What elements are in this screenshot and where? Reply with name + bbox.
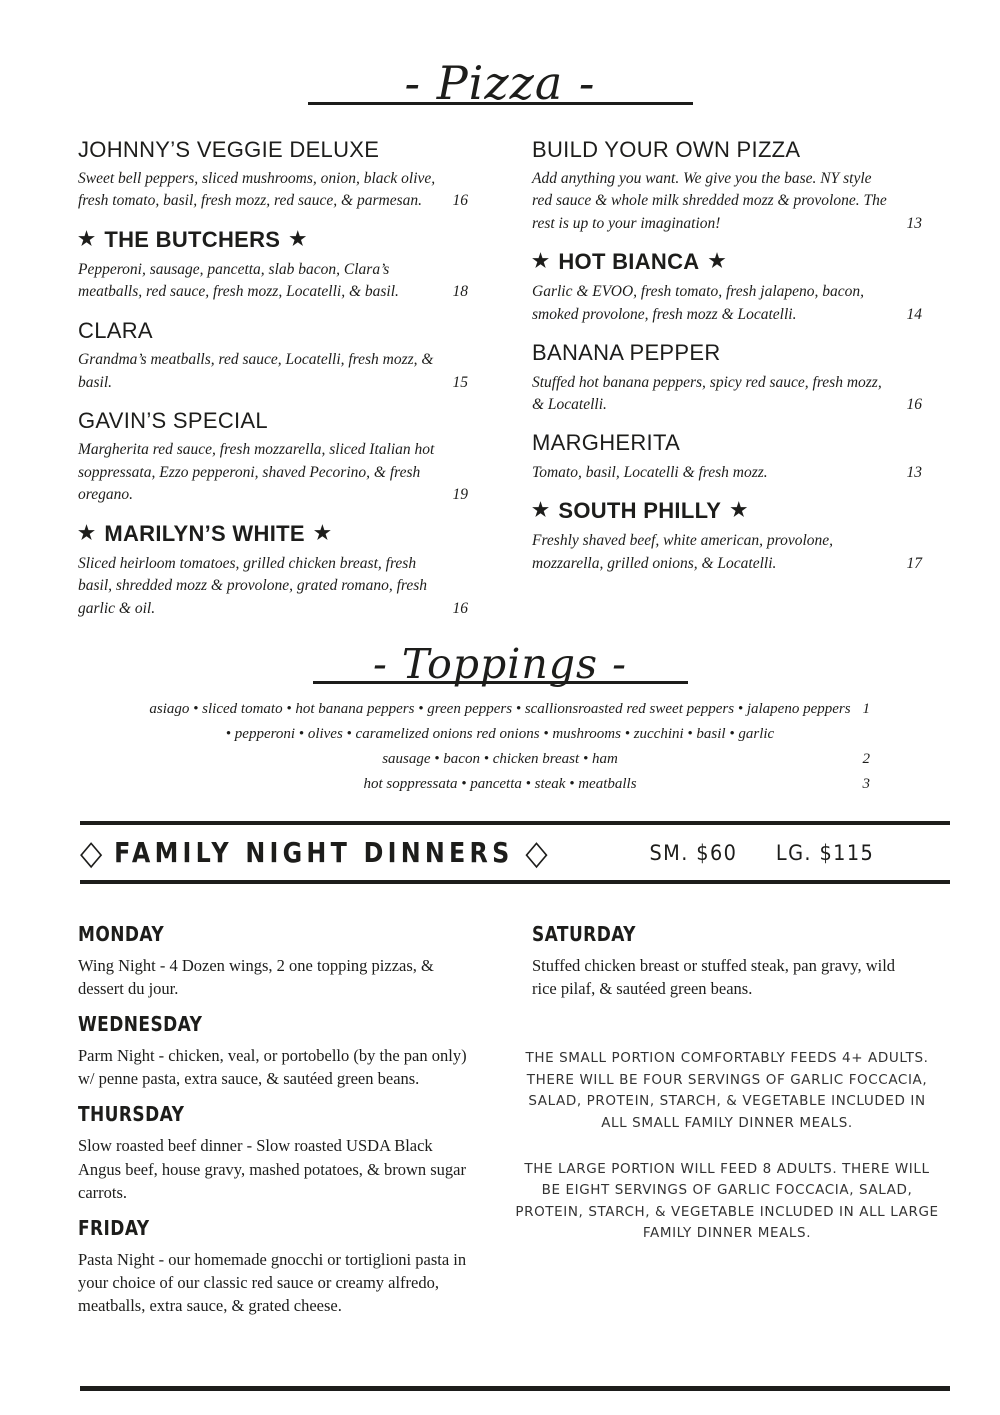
toppings-row-text: hot soppressata • pancetta • steak • meatballs: [363, 776, 637, 793]
pizza-item-description: [532, 530, 922, 575]
pizza-section-header: [0, 0, 1000, 110]
dinners-column-left: [78, 922, 468, 1329]
day-name: SATURDAY: [532, 922, 636, 947]
pizza-item-description-text: Add anything you want. We give you the base. NY style red sauce & whole milk shredded mozz & provolone. The rest is up to your imagination!: [532, 169, 887, 232]
pizza-column-left: [78, 137, 468, 634]
banner-prices: [650, 841, 875, 865]
toppings-list: [0, 697, 1000, 797]
pizza-item-price: 19: [452, 486, 468, 504]
pizza-item-description-text: Margherita red sauce, fresh mozzarella, sliced Italian hot soppressata, Ezzo pepperoni, shaved Pecorino, & fresh oregano.: [78, 441, 435, 504]
star-icon: ★: [289, 228, 307, 250]
pizza-item-description: [78, 259, 468, 304]
star-icon: ★: [532, 500, 550, 522]
pizza-item-description-text: Pepperoni, sausage, pancetta, slab bacon, Clara’s meatballs, red sauce, fresh mozz, Locatelli, & basil.: [78, 260, 399, 301]
banner-bottom-rule: [80, 880, 950, 884]
pizza-item-name-text: BANANA PEPPER: [532, 340, 721, 366]
pizza-item-description: [78, 349, 468, 394]
pizza-item-description: [532, 462, 922, 484]
pizza-item-name: [78, 318, 468, 344]
toppings-row: [78, 772, 922, 797]
star-icon: ★: [730, 500, 748, 522]
day-name: WEDNESDAY: [78, 1012, 203, 1037]
pizza-item-name-text: BUILD YOUR OWN PIZZA: [532, 136, 801, 162]
pizza-item-price: 13: [906, 214, 922, 232]
pizza-item-price: 16: [452, 599, 468, 617]
pizza-item-name: [532, 340, 922, 366]
star-icon: ★: [78, 228, 96, 250]
pizza-item-description: [78, 553, 468, 620]
dinners-right-entries: [532, 922, 922, 1000]
pizza-item-name: [532, 137, 922, 163]
pizza-item-name-text: SOUTH PHILLY: [558, 498, 722, 524]
pizza-item-name-text: MARILYN’S WHITE: [104, 520, 305, 546]
pizza-item-name: [532, 498, 922, 525]
day-entry: [532, 922, 922, 1000]
day-description: Slow roasted beef dinner - Slow roasted USDA Black Angus beef, house gravy, mashed potatoes, & brown sugar carrots.: [78, 1136, 466, 1202]
toppings-section-title: - Toppings -: [373, 639, 627, 688]
pizza-item-description: [532, 281, 922, 326]
day-entry: [78, 1012, 468, 1090]
diamond-icon: ◇: [80, 832, 103, 873]
pizza-item-description-text: Garlic & EVOO, fresh tomato, fresh jalapeno, bacon, smoked provolone, fresh mozz & Locatelli.: [532, 283, 865, 323]
pizza-item-name: [78, 137, 468, 163]
day-entry: [78, 1216, 468, 1317]
pizza-item-price: 16: [452, 192, 468, 210]
day-name: FRIDAY: [78, 1215, 150, 1240]
star-icon: ★: [708, 251, 726, 273]
pizza-item-name: [532, 430, 922, 456]
pizza-item: [78, 408, 468, 507]
pizza-item-price: 16: [906, 395, 922, 413]
pizza-item: [78, 521, 468, 620]
pizza-item-name: [78, 227, 468, 254]
pizza-item: [532, 249, 922, 326]
day-name: THURSDAY: [78, 1102, 185, 1127]
toppings-row-text: sausage • bacon • chicken breast • ham: [382, 751, 618, 768]
star-icon: ★: [532, 251, 550, 273]
pizza-item-price: 17: [906, 554, 922, 572]
pizza-menu: [0, 137, 1000, 634]
day-name: MONDAY: [78, 922, 165, 947]
toppings-row-price: 1: [862, 701, 870, 718]
pizza-item-name-text: MARGHERITA: [532, 430, 681, 456]
family-night-title-text: FAMILY NIGHT DINNERS: [114, 836, 514, 870]
toppings-row-price: 3: [862, 776, 870, 793]
day-description: Stuffed chicken breast or stuffed steak, pan gravy, wild rice pilaf, & sautéed green beans.: [532, 956, 896, 999]
pizza-section-title: - Pizza -: [404, 56, 596, 110]
pizza-item-description-text: Sliced heirloom tomatoes, grilled chicken breast, fresh basil, shredded mozz & provolone, grated romano, fresh garlic & oil.: [78, 554, 428, 617]
portion-notes: [515, 1048, 939, 1245]
day-entry: [78, 922, 468, 1000]
pizza-item-description-text: Tomato, basil, Locatelli & fresh mozz.: [532, 463, 768, 481]
pizza-item-price: 15: [452, 373, 468, 391]
family-night-title: [80, 832, 548, 873]
small-portion-price: SM. $60: [649, 840, 738, 865]
pizza-item-name-text: JOHNNY’S VEGGIE DELUXE: [78, 136, 380, 162]
pizza-item: [78, 227, 468, 304]
toppings-row: [78, 697, 922, 722]
pizza-item-description: [78, 168, 468, 213]
pizza-item: [532, 340, 922, 416]
family-dinners-section: [0, 922, 1000, 1329]
pizza-item-price: 13: [906, 463, 922, 481]
pizza-item-description: [532, 168, 922, 235]
family-night-banner: [0, 821, 1000, 884]
pizza-item: [532, 498, 922, 575]
toppings-row-text: asiago • sliced tomato • hot banana peppers • green peppers • scallionsroasted red sweet peppers • jalapeno peppers: [149, 701, 851, 718]
pizza-item-name: [78, 521, 468, 548]
pizza-item-name: [532, 249, 922, 276]
toppings-section-header: [0, 639, 1000, 688]
pizza-item-description-text: Freshly shaved beef, white american, provolone, mozzarella, grilled onions, & Locatelli.: [532, 532, 834, 572]
portion-note: THE LARGE PORTION WILL FEED 8 ADULTS. THERE WILL BE EIGHT SERVINGS OF GARLIC FOCCACIA, SALAD, PROTEIN, STARCH, & VEGETABLE INCLUDED IN ALL LARGE FAMILY DINNER MEALS.: [515, 1160, 939, 1242]
pizza-item-price: 14: [906, 305, 922, 323]
bottom-rule: [80, 1386, 950, 1391]
toppings-row: [78, 722, 922, 747]
star-icon: ★: [313, 522, 332, 544]
pizza-item-description-text: Sweet bell peppers, sliced mushrooms, onion, black olive, fresh tomato, basil, fresh mozz, red sauce, & parmesan.: [78, 169, 436, 210]
pizza-item: [78, 318, 468, 394]
pizza-item-name: [78, 408, 468, 434]
pizza-item: [532, 430, 922, 484]
pizza-item-name-text: CLARA: [78, 317, 153, 343]
star-icon: ★: [78, 522, 96, 544]
pizza-item-description: [532, 372, 922, 417]
banner-row: [80, 825, 950, 880]
pizza-item-name-text: HOT BIANCA: [558, 249, 700, 275]
portion-note: THE SMALL PORTION COMFORTABLY FEEDS 4+ ADULTS. THERE WILL BE FOUR SERVINGS OF GARLIC FOCCACIA, SALAD, PROTEIN, STARCH, & VEGETABLE INCLUDED IN ALL SMALL FAMILY DINNER MEALS.: [525, 1050, 929, 1132]
pizza-item-name-text: GAVIN’S SPECIAL: [78, 407, 268, 433]
pizza-column-right: [532, 137, 922, 634]
toppings-row-price: 2: [862, 751, 870, 768]
dinners-column-right: [515, 922, 939, 1329]
pizza-item: [532, 137, 922, 236]
day-description: Wing Night - 4 Dozen wings, 2 one topping pizzas, & dessert du jour.: [78, 956, 434, 999]
day-description: Pasta Night - our homemade gnocchi or tortiglioni pasta in your choice of our classic red sauce or creamy alfredo, meatballs, extra sauce, & grated cheese.: [78, 1249, 467, 1315]
pizza-item-name-text: THE BUTCHERS: [104, 226, 281, 252]
toppings-row-text: • pepperoni • olives • caramelized onions red onions • mushrooms • zucchini • basil • garlic: [225, 726, 775, 743]
day-entry: [78, 1102, 468, 1203]
toppings-row: [78, 747, 922, 772]
diamond-icon: ◇: [525, 832, 548, 873]
pizza-item-price: 18: [452, 283, 468, 301]
pizza-item-description-text: Stuffed hot banana peppers, spicy red sauce, fresh mozz, & Locatelli.: [532, 373, 882, 413]
large-portion-price: LG. $115: [776, 840, 875, 865]
pizza-item: [78, 137, 468, 213]
pizza-item-description: [78, 439, 468, 506]
pizza-item-description-text: Grandma’s meatballs, red sauce, Locatelli, fresh mozz, & basil.: [78, 351, 434, 391]
day-description: Parm Night - chicken, veal, or portobello (by the pan only) w/ penne pasta, extra sauce, & sautéed green beans.: [78, 1046, 467, 1089]
